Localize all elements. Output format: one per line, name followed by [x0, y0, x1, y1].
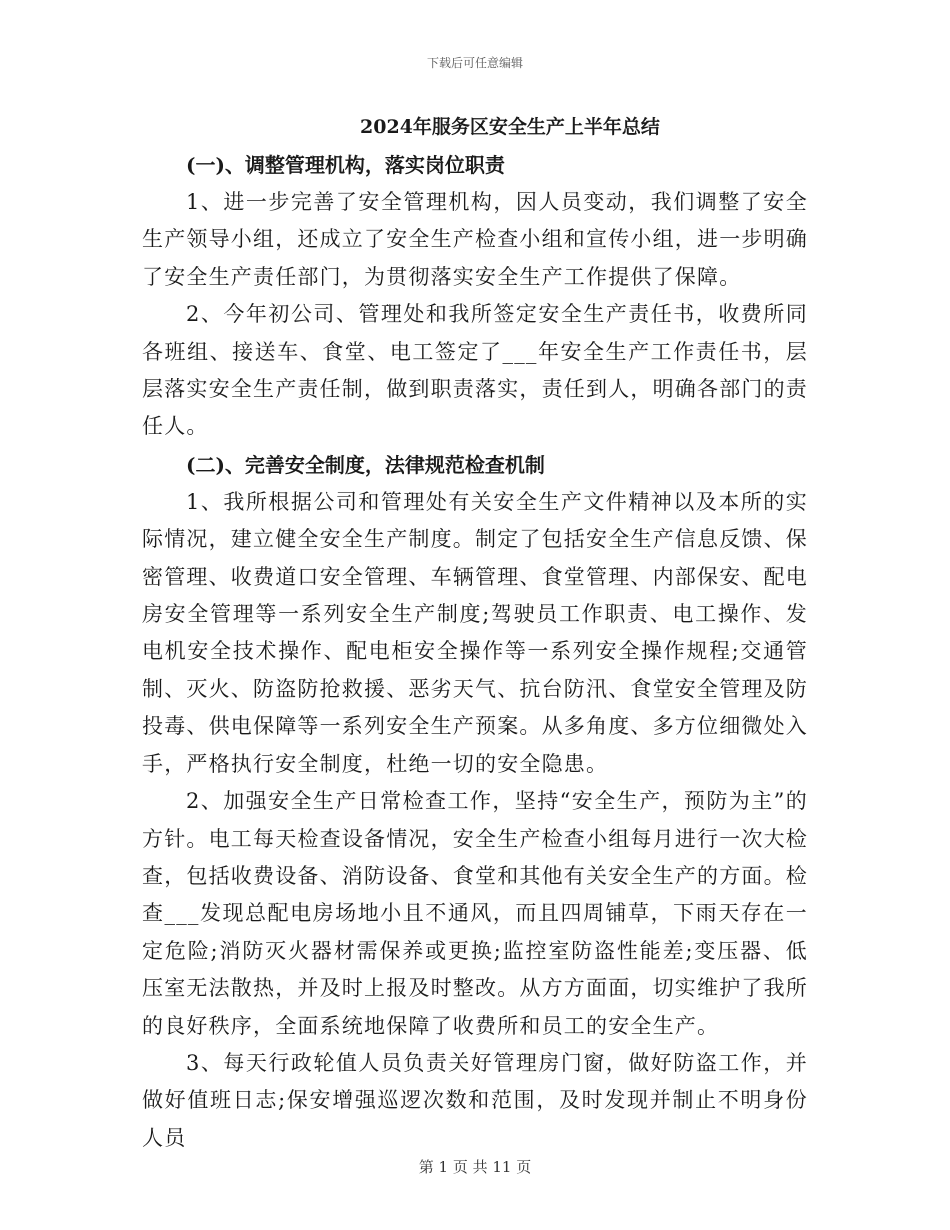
paragraph: 3、每天行政轮值人员负责关好管理房门窗，做好防盗工作，并做好值班日志;保安增强巡逻次数和范围，及时发现并制止不明身份人员 — [142, 1050, 808, 1150]
paragraph: 2、加强安全生产日常检查工作，坚持“安全生产，预防为主”的方针。电工每天检查设备情况，安全生产检查小组每月进行一次大检查，包括收费设备、消防设备、食堂和其他有关安全生产的方面。检查___发现总配电房场地小且不通风，而且四周铺草，下雨天存在一定危险;消防灭火器材需保养或更换;监控室防盗性能差;变压器、低压室无法散热，并及时上报及时整改。从方方面面，切实维护了我所的良好秩序，全面系统地保障了收费所和员工的安全生产。 — [142, 789, 808, 1038]
header-note: 下载后可任意编辑 — [426, 56, 523, 70]
document-title: 2024年服务区安全生产上半年总结 — [360, 116, 660, 138]
document-body — [142, 108, 808, 1157]
section-heading-2: (二)、完善安全制度，法律规范检查机制 — [186, 452, 545, 477]
paragraph: 1、进一步完善了安全管理机构，因人员变动，我们调整了安全生产领导小组，还成立了安全生产检查小组和宣传小组，进一步明确了安全生产责任部门，为贯彻落实安全生产工作提供了保障。 — [142, 190, 808, 289]
paragraph: 2、今年初公司、管理处和我所签定安全生产责任书，收费所同各班组、接送车、食堂、电工签定了___年安全生产工作责任书，层层落实安全生产责任制，做到职责落实，责任到人，明确各部门的责任人。 — [142, 302, 808, 439]
paragraph: 1、我所根据公司和管理处有关安全生产文件精神以及本所的实际情况，建立健全安全生产制度。制定了包括安全生产信息反馈、保密管理、收费道口安全管理、车辆管理、食堂管理、内部保安、配电房安全管理等一系列安全生产制度;驾驶员工作职责、电工操作、发电机安全技术操作、配电柜安全操作等一系列安全操作规程;交通管制、灭火、防盗防抢救援、恶劣天气、抗台防汛、食堂安全管理及防投毒、供电保障等一系列安全生产预案。从多角度、多方位细微处入手，严格执行安全制度，杜绝一切的安全隐患。 — [142, 489, 808, 776]
page-number: 第 1 页 共 11 页 — [418, 1158, 532, 1176]
section-heading-1: (一)、调整管理机构，落实岗位职责 — [186, 153, 505, 177]
